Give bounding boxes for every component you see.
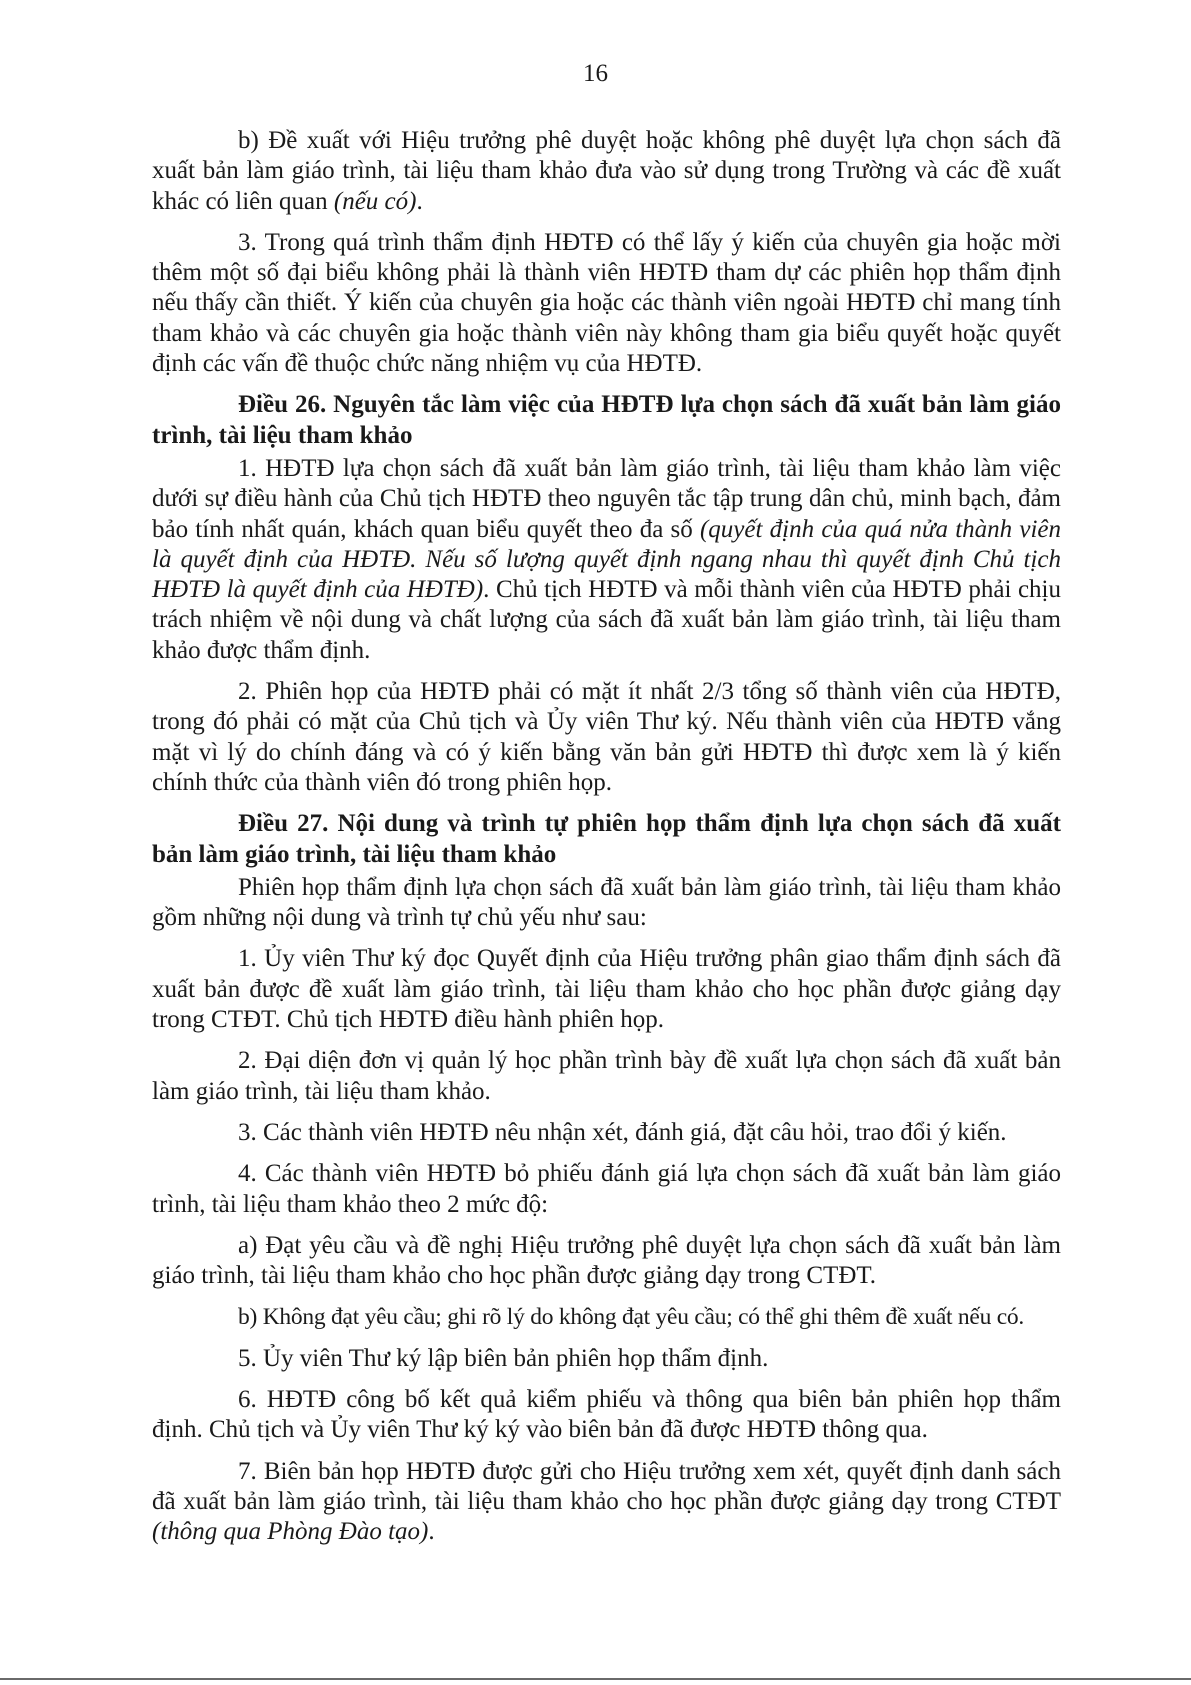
- paragraph-27-4b: b) Không đạt yêu cầu; ghi rõ lý do không đạt yêu cầu; có thể ghi thêm đề xuất nếu có.: [238, 1304, 1025, 1331]
- paragraph-2b-proposal: [152, 126, 1061, 217]
- paragraph-text: 7. Biên bản họp HĐTĐ được gửi cho Hiệu trưởng xem xét, quyết định danh sách đã xuất bản làm giáo trình, tài liệu tham khảo cho học phần được giảng dạy trong CTĐT: [152, 1457, 1061, 1515]
- document-body: [152, 126, 1061, 1547]
- paragraph-27-1: 1. Ủy viên Thư ký đọc Quyết định của Hiệu trưởng phân giao thẩm định sách đã xuất bản được đề xuất làm giáo trình, tài liệu tham khảo cho học phần được giảng dạy trong CTĐT. Chủ tịch HĐTĐ điều hành phiên họp.: [152, 945, 1061, 1034]
- paragraph-italic: (nếu có): [333, 187, 417, 215]
- paragraph-text: .: [416, 187, 423, 215]
- scan-bottom-border: [0, 1678, 1191, 1680]
- paragraph-27-5: 5. Ủy viên Thư ký lập biên bản phiên họp thẩm định.: [238, 1344, 769, 1372]
- paragraph-3-experts: 3. Trong quá trình thẩm định HĐTĐ có thể lấy ý kiến của chuyên gia hoặc mời thêm một số đại biểu không phải là thành viên HĐTĐ tham dự các phiên họp thẩm định nếu thấy cần thiết. Ý kiến của chuyên gia hoặc các thành viên ngoài HĐTĐ chỉ mang tính tham khảo và các chuyên gia hoặc thành viên này không tham gia biểu quyết hoặc quyết định các vấn đề thuộc chức năng nhiệm vụ của HĐTĐ.: [152, 228, 1061, 378]
- paragraph-text: 1. HĐTĐ lựa chọn sách đã xuất bản làm giáo trình, tài liệu tham khảo làm việc dưới sự điều hành của Chủ tịch HĐTĐ theo nguyên tắc tập trung dân chủ, minh bạch, đảm bảo tính nhất quán, khách quan biểu quyết theo đa số: [152, 454, 1061, 543]
- paragraph-27-4a: a) Đạt yêu cầu và đề nghị Hiệu trưởng phê duyệt lựa chọn sách đã xuất bản làm giáo trình, tài liệu tham khảo cho học phần được giảng dạy trong CTĐT.: [152, 1231, 1061, 1290]
- paragraph-26-1: [152, 454, 1061, 666]
- paragraph-italic: (quyết định của quá nửa thành viên là quyết định của HĐTĐ. Nếu số lượng quyết định ngang nhau thì quyết định Chủ tịch HĐTĐ là quyết định của HĐTĐ): [152, 515, 1061, 604]
- paragraph-27-3: 3. Các thành viên HĐTĐ nêu nhận xét, đánh giá, đặt câu hỏi, trao đổi ý kiến.: [238, 1118, 1007, 1146]
- paragraph-text: .: [428, 1518, 435, 1546]
- paragraph-italic: (thông qua Phòng Đào tạo): [152, 1518, 429, 1546]
- paragraph-27-6: 6. HĐTĐ công bố kết quả kiểm phiếu và thông qua biên bản phiên họp thẩm định. Chủ tịch và Ủy viên Thư ký ký vào biên bản đã được HĐTĐ thông qua.: [152, 1385, 1061, 1444]
- paragraph-text: . Chủ tịch HĐTĐ và mỗi thành viên của HĐTĐ phải chịu trách nhiệm về nội dung và chất lượng của sách đã xuất bản làm giáo trình, tài liệu tham khảo được thẩm định.: [152, 576, 1061, 664]
- article-26-heading: Điều 26. Nguyên tắc làm việc của HĐTĐ lựa chọn sách đã xuất bản làm giáo trình, tài liệu tham khảo: [152, 391, 1061, 449]
- paragraph-27-2: 2. Đại diện đơn vị quản lý học phần trình bày đề xuất lựa chọn sách đã xuất bản làm giáo trình, tài liệu tham khảo.: [152, 1047, 1061, 1105]
- article-27-heading: Điều 27. Nội dung và trình tự phiên họp thẩm định lựa chọn sách đã xuất bản làm giáo trình, tài liệu tham khảo: [152, 810, 1061, 868]
- paragraph-text: b) Đề xuất với Hiệu trưởng phê duyệt hoặc không phê duyệt lựa chọn sách đã xuất bản làm giáo trình, tài liệu tham khảo đưa vào sử dụng trong Trường và các đề xuất khác có liên quan: [152, 127, 1061, 215]
- page-number: 16: [583, 60, 608, 87]
- paragraph-27-4: 4. Các thành viên HĐTĐ bỏ phiếu đánh giá lựa chọn sách đã xuất bản làm giáo trình, tài liệu tham khảo theo 2 mức độ:: [152, 1160, 1061, 1218]
- paragraph-27-7: [152, 1457, 1061, 1548]
- paragraph-27-intro: Phiên họp thẩm định lựa chọn sách đã xuất bản làm giáo trình, tài liệu tham khảo gồm những nội dung và trình tự chủ yếu như sau:: [152, 873, 1061, 932]
- paragraph-26-2: 2. Phiên họp của HĐTĐ phải có mặt ít nhất 2/3 tổng số thành viên của HĐTĐ, trong đó phải có mặt của Chủ tịch và Ủy viên Thư ký. Nếu thành viên của HĐTĐ vắng mặt vì lý do chính đáng và có ý kiến bằng văn bản gửi HĐTĐ thì được xem là ý kiến chính thức của thành viên đó trong phiên họp.: [152, 678, 1061, 796]
